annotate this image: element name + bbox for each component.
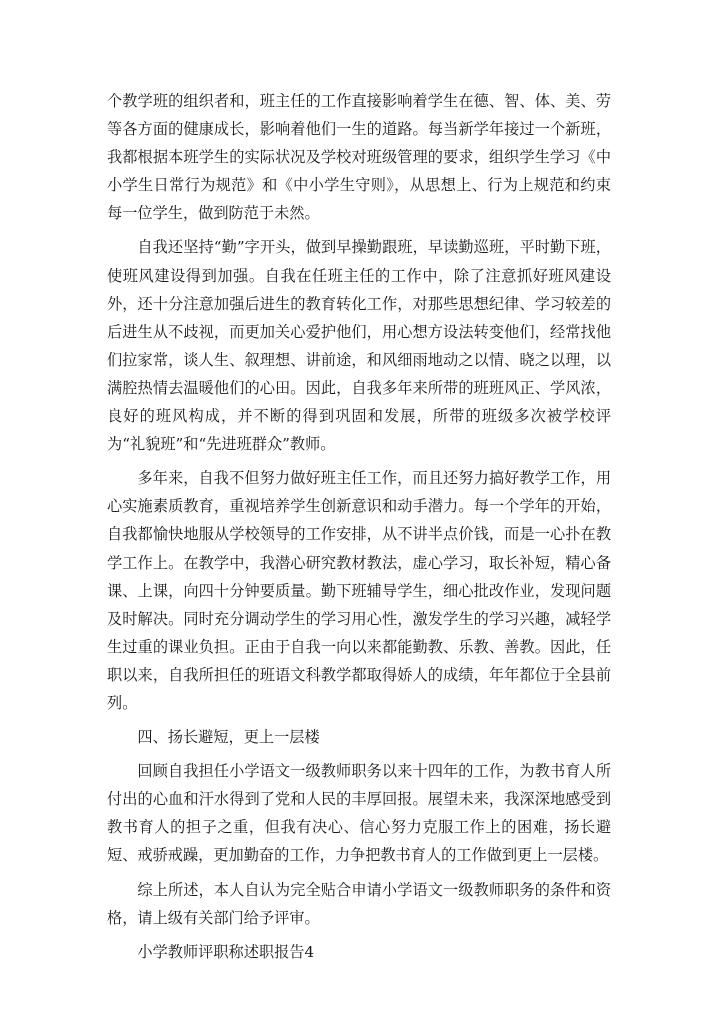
paragraph-diligence: 自我还坚持“勤”字开头，做到早操勤跟班，早读勤巡班，平时勤下班，使班风建设得到加强。自我在任班主任的工作中，除了注意抓好班风建设外，还十分注意加强后进生的教育转化工作，对那些思想纪律、学习较差的后进生从不歧视，而更加关心爱护他们，用心想方设法转变他们，经常找他们拉家常，谈人生、叙理想、讲前途，和风细雨地动之以情、晓之以理，以满腔热情去温暖他们的心田。因此，自我多年来所带的班班风正、学风浓，良好的班风构成，并不断的得到巩固和发展，所带的班级多次被学校评为“礼貌班”和“先进班群众”教师。 (107, 238, 611, 454)
paragraph-class-management: 个教学班的组织者和，班主任的工作直接影响着学生在德、智、体、美、劳等各方面的健康成长，影响着他们一生的道路。每当新学年接过一个新班，我都根据本班学生的实际状况及学校对班级管理的要求，组织学生学习《中小学生日常行为规范》和《中小学生守则》，从思想上、行为上规范和约束每一位学生，做到防范于未然。 (107, 92, 611, 223)
section-heading: 四、扬长避短，更上一层楼 (137, 728, 320, 747)
next-report-title: 小学教师评职称述职报告4 (137, 942, 315, 961)
document-body (107, 87, 611, 972)
paragraph-teaching-work: 多年来，自我不但努力做好班主任工作，而且还努力搞好教学工作，用心实施素质教育，重视培养学生创新意识和动手潜力。每一个学年的开始，自我都愉快地服从学校领导的工作安排，从不讲半点价钱，而是一心扑在教学工作上。在教学中，我潜心研究教材教法，虚心学习，取长补短，精心备课、上课，向四十分钟要质量。勤下班辅导学生，细心批改作业，发现问题及时解决。同时充分调动学生的学习用心性，激发学生的学习兴趣，减轻学生过重的课业负担。正由于自我一向以来都能勤教、乐教、善教。因此，任职以来，自我所担任的班语文科教学都取得娇人的成绩，年年都位于全县前列。 (107, 469, 611, 712)
paragraph-summary: 综上所述，本人自认为完全贴合申请小学语文一级教师职务的条件和资格，请上级有关部门给予评审。 (107, 880, 611, 927)
paragraph-review: 回顾自我担任小学语文一级教师职务以来十四年的工作，为教书育人所付出的心血和汗水得到了党和人民的丰厚回报。展望未来，我深深地感受到教书育人的担子之重，但我有决心、信心努力克服工作上的困难，扬长避短、戒骄戒躁，更加勤奋的工作，力争把教书育人的工作做到更上一层楼。 (107, 762, 611, 865)
